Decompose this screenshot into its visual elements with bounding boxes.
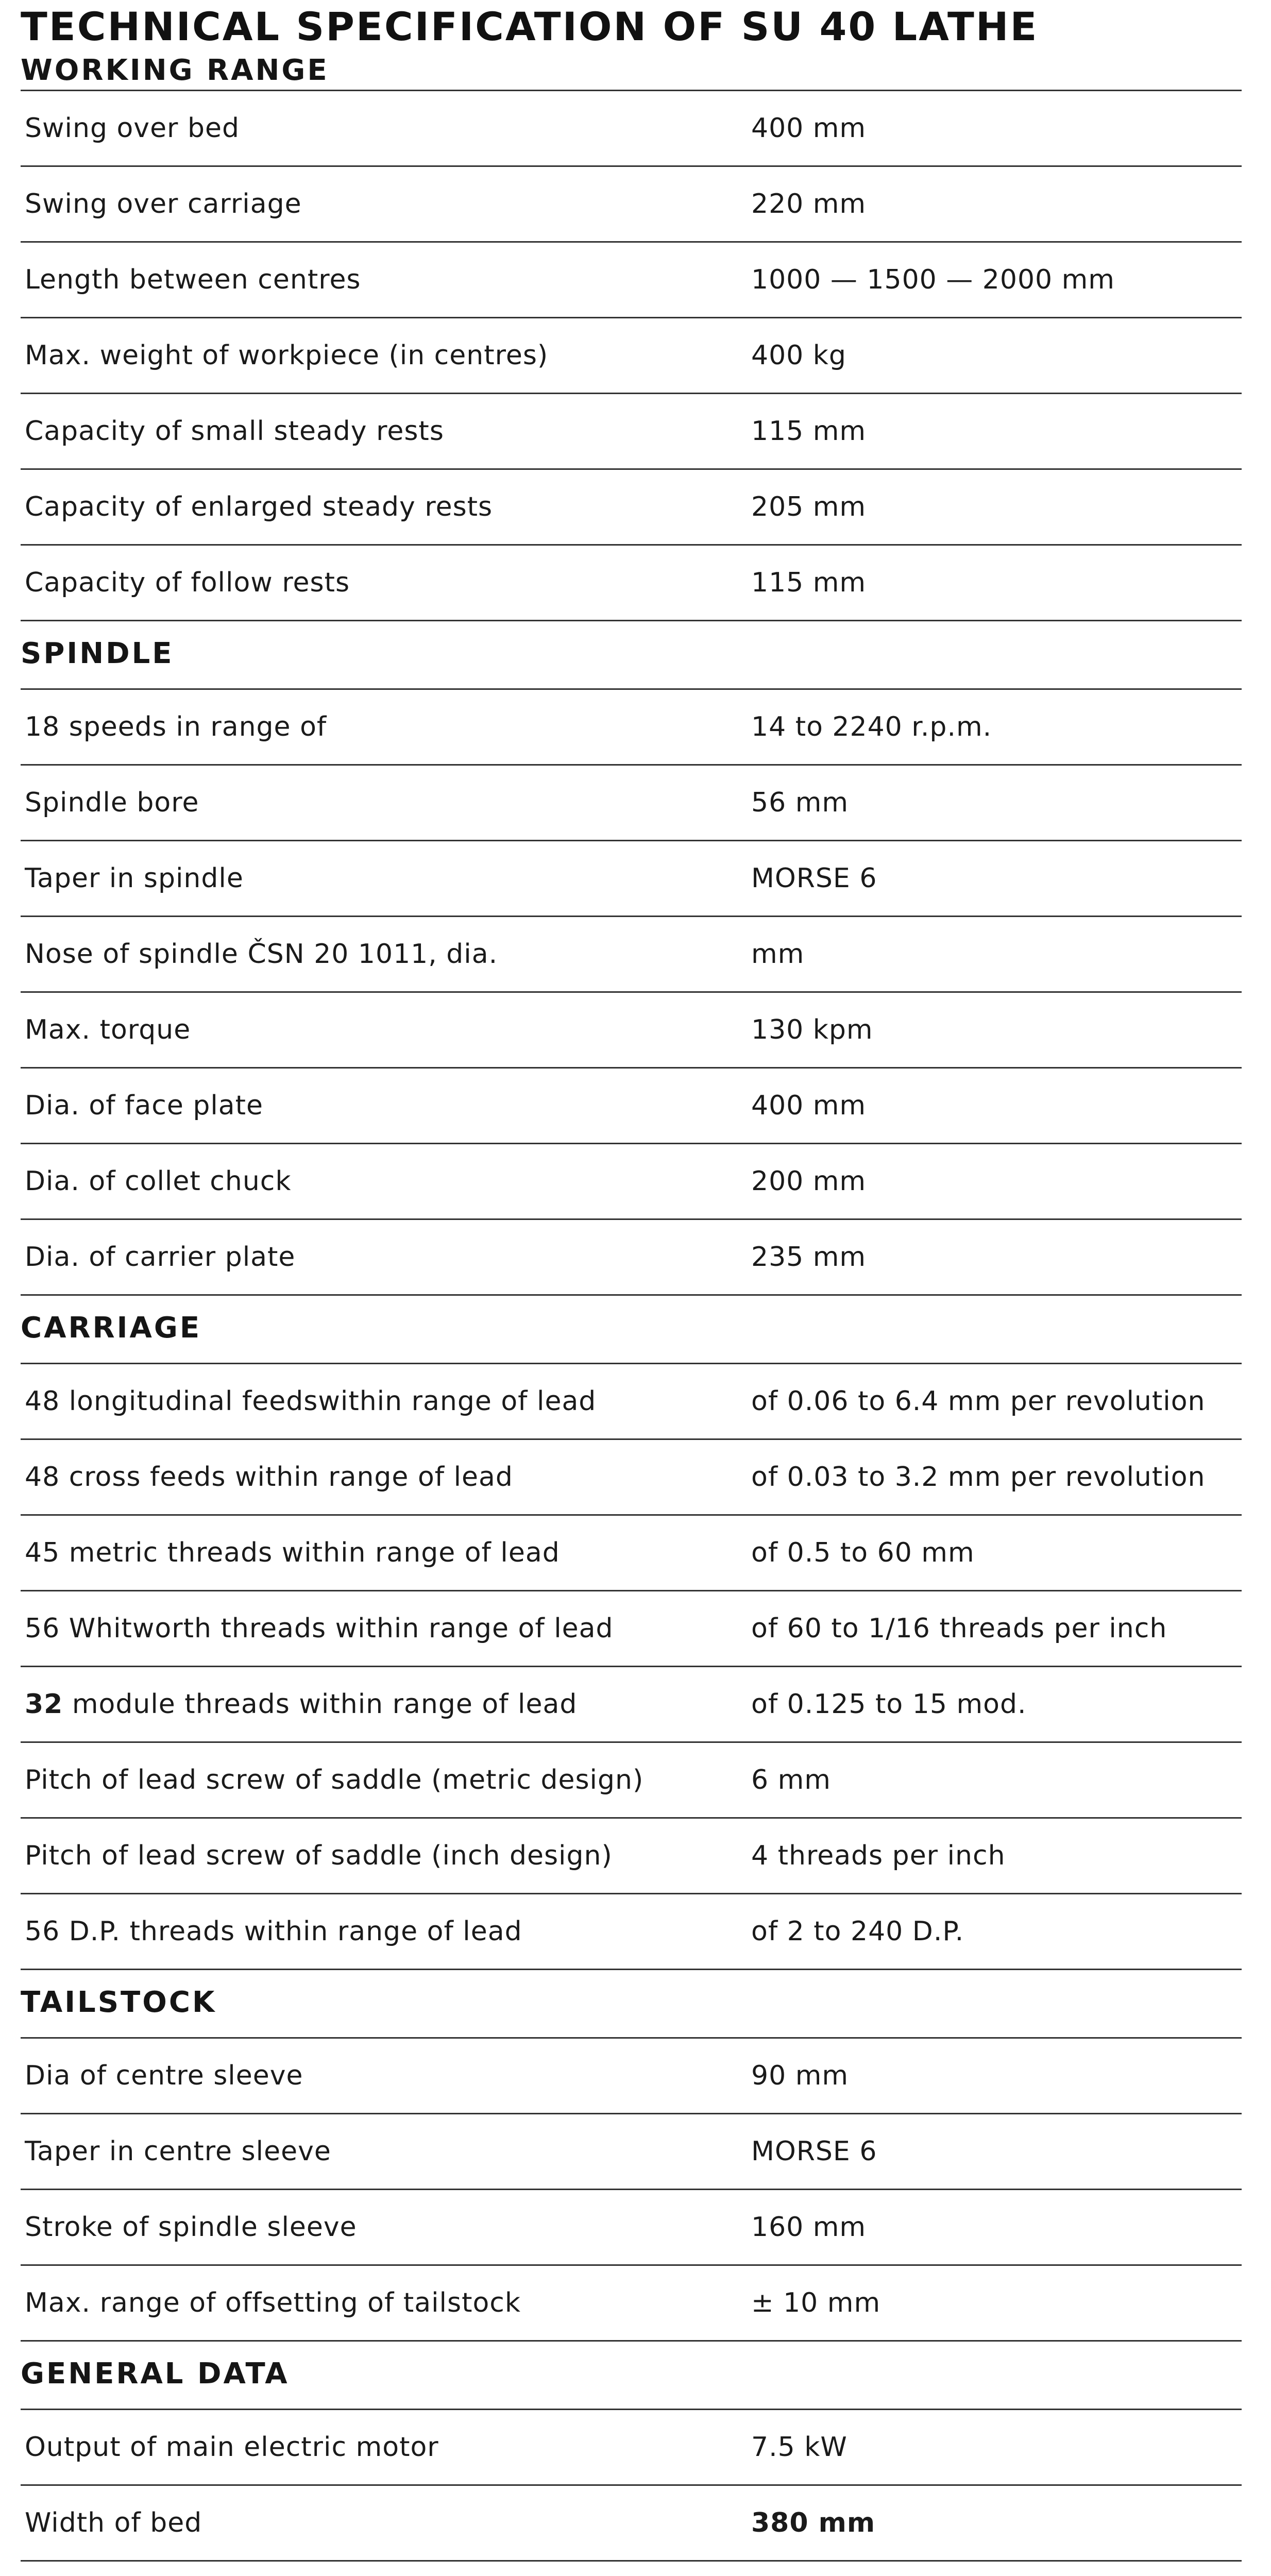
spec-row (21, 1364, 1242, 1440)
spec-label: Dia. of face plate (25, 1090, 264, 1121)
page-title: TECHNICAL SPECIFICATION OF SU 40 LATHE (21, 4, 1039, 49)
section-heading: CARRIAGE (21, 1311, 202, 1345)
spec-row (21, 1440, 1242, 1516)
spec-value: of 0.125 to 15 mod. (751, 1689, 1027, 1720)
spec-value: 90 mm (751, 2060, 849, 2091)
spec-row (21, 1894, 1242, 1970)
spec-value: MORSE 6 (751, 863, 877, 894)
spec-value: 6 mm (751, 1765, 831, 1795)
spec-row (21, 318, 1242, 394)
spec-value: 115 mm (751, 567, 867, 598)
spec-label: 56 Whitworth threads within range of lead (25, 1613, 614, 1644)
spec-row (21, 243, 1242, 318)
spec-row (21, 917, 1242, 993)
section-heading: GENERAL DATA (21, 2357, 290, 2391)
spec-value: of 0.06 to 6.4 mm per revolution (751, 1386, 1206, 1417)
spec-table (21, 688, 1242, 1296)
spec-row (21, 841, 1242, 917)
spec-row (21, 1220, 1242, 1296)
spec-label: Pitch of lead screw of saddle (inch design) (25, 1840, 613, 1871)
spec-value: 400 mm (751, 113, 867, 144)
spec-table (21, 1363, 1242, 1970)
spec-label: Capacity of follow rests (25, 567, 350, 598)
spec-label: Dia of centre sleeve (25, 2060, 303, 2091)
spec-label: 45 metric threads within range of lead (25, 1537, 560, 1568)
spec-label: Width of bed (25, 2507, 202, 2538)
spec-label: Dia. of collet chuck (25, 1166, 292, 1197)
section-general-data (21, 2355, 1242, 2562)
spec-label: Taper in spindle (25, 863, 244, 894)
spec-row (21, 1743, 1242, 1819)
spec-label (21, 1689, 751, 1720)
spec-value: 56 mm (751, 787, 849, 818)
spec-label: Pitch of lead screw of saddle (metric design) (25, 1765, 644, 1795)
spec-label: Max. range of offsetting of tailstock (25, 2287, 521, 2318)
spec-value: 400 mm (751, 1090, 867, 1121)
spec-label: Stroke of spindle sleeve (25, 2212, 357, 2243)
spec-label: Max. torque (25, 1014, 191, 1045)
spec-row (21, 993, 1242, 1069)
spec-label: Nose of spindle ČSN 20 1011, dia. (25, 939, 498, 970)
spec-value: of 60 to 1/16 threads per inch (751, 1613, 1167, 1644)
spec-row (21, 1069, 1242, 1144)
spec-value: of 0.03 to 3.2 mm per revolution (751, 1462, 1206, 1493)
spec-label: Capacity of enlarged steady rests (25, 492, 493, 522)
spec-value: 235 mm (751, 1242, 867, 1273)
spec-value: 1000 — 1500 — 2000 mm (751, 264, 1115, 295)
spec-table (21, 2037, 1242, 2342)
spec-row (21, 690, 1242, 766)
spec-table (21, 2409, 1242, 2562)
spec-label: 48 longitudinal feedswithin range of lead (25, 1386, 597, 1417)
spec-label: Capacity of small steady rests (25, 416, 444, 447)
spec-value: 200 mm (751, 1166, 867, 1197)
spec-value: 7.5 kW (751, 2432, 848, 2463)
section-carriage (21, 1309, 1242, 1970)
spec-row (21, 2486, 1242, 2562)
spec-row (21, 394, 1242, 470)
spec-value: MORSE 6 (751, 2136, 877, 2167)
spec-value: 380 mm (751, 2507, 876, 2538)
spec-row (21, 2190, 1242, 2266)
spec-row (21, 1819, 1242, 1894)
spec-row (21, 1591, 1242, 1667)
section-heading: SPINDLE (21, 637, 174, 670)
spec-label: 18 speeds in range of (25, 711, 327, 742)
spec-table (21, 90, 1242, 621)
spec-row (21, 167, 1242, 243)
spec-value: 160 mm (751, 2212, 867, 2243)
spec-row (21, 470, 1242, 546)
spec-row (21, 546, 1242, 621)
spec-label: 48 cross feeds within range of lead (25, 1462, 513, 1493)
spec-label: Swing over bed (25, 113, 240, 144)
spec-label: 56 D.P. threads within range of lead (25, 1916, 522, 1947)
spec-value: of 2 to 240 D.P. (751, 1916, 964, 1947)
spec-row (21, 1516, 1242, 1591)
spec-value: 130 kpm (751, 1014, 873, 1045)
spec-row (21, 91, 1242, 167)
section-tailstock (21, 1984, 1242, 2342)
spec-label: Max. weight of workpiece (in centres) (25, 340, 549, 371)
spec-value: 14 to 2240 r.p.m. (751, 711, 992, 742)
spec-value: of 0.5 to 60 mm (751, 1537, 975, 1568)
spec-row (21, 2114, 1242, 2190)
spec-label: Spindle bore (25, 787, 199, 818)
spec-row (21, 2266, 1242, 2342)
spec-label: Output of main electric motor (25, 2432, 439, 2463)
section-heading: WORKING RANGE (21, 54, 329, 87)
spec-value: 4 threads per inch (751, 1840, 1006, 1871)
section-heading: TAILSTOCK (21, 1986, 217, 2019)
spec-value: 115 mm (751, 416, 867, 447)
spec-label-number: 32 (25, 1689, 63, 1720)
spec-row (21, 1144, 1242, 1220)
spec-label: Taper in centre sleeve (25, 2136, 331, 2167)
spec-row (21, 1667, 1242, 1743)
section-spindle (21, 635, 1242, 1296)
spec-value: ± 10 mm (751, 2287, 881, 2318)
spec-label-text: module threads within range of lead (63, 1689, 578, 1720)
spec-row (21, 766, 1242, 841)
section-working-range (21, 52, 1242, 621)
spec-label: Swing over carriage (25, 189, 302, 219)
spec-value: mm (751, 939, 805, 970)
spec-value: 220 mm (751, 189, 867, 219)
spec-sheet (21, 0, 1242, 2562)
spec-row (21, 2039, 1242, 2114)
spec-label: Dia. of carrier plate (25, 1242, 296, 1273)
spec-row (21, 2410, 1242, 2486)
spec-value: 400 kg (751, 340, 846, 371)
spec-value: 205 mm (751, 492, 867, 522)
spec-label: Length between centres (25, 264, 361, 295)
